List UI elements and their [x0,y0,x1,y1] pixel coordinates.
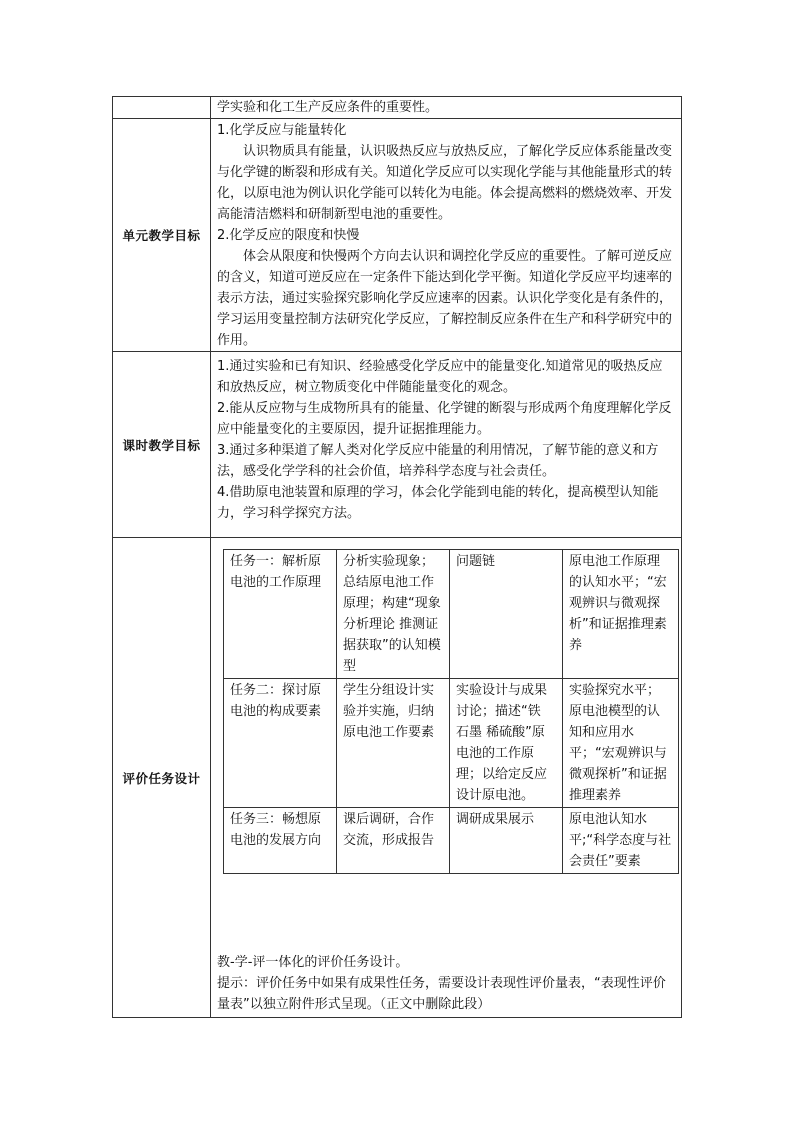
task-row [224,808,679,874]
unit-goal-paragraph-2: 体会从限度和快慢两个方向去认识和调控化学反应的重要性。了解可逆反应的含义，知道可逆反应在一定条件下能达到化学平衡。知道化学反应平均速率的表示方法，通过实验探究影响化学反应速率的因素。认识化学变化是有条件的，学习运用变量控制方法研究化学反应，了解控制反应条件在生产和科学研究中的作用。 [217,249,673,348]
lesson-goal-item: 1.通过实验和已有知识、经验感受化学反应中的能量变化.知道常见的吸热反应和放热反应，树立物质变化中伴随能量变化的观念。 [217,359,663,395]
lesson-goals-row [113,352,682,538]
assessment-notes [217,952,675,1015]
assessment-label: 评价任务设计 [113,538,211,1018]
task-name-cell: 任务一：解析原电池的工作原理 [224,550,337,679]
unit-goals-row [113,119,682,352]
continuation-cell [211,97,682,119]
lesson-goal-item: 4.借助原电池装置和原理的学习，体会化学能到电能的转化，提高模型认知能力，学习科学探究方法。 [217,485,659,521]
unit-goal-heading-1: 1.化学反应与能量转化 [217,123,347,138]
task-name-cell: 任务二：探讨原电池的构成要素 [224,679,337,808]
task-activity-cell: 学生分组设计实验并实施，归纳原电池工作要素 [337,679,450,808]
unit-goal-paragraph-1: 认识物质具有能量，认识吸热反应与放热反应，了解化学反应体系能量改变与化学键的断裂和形成有关。知道化学反应可以实现化学能与其他能量形式的转化，以原电池为例认识化学能可以转化为电能。体会提高燃料的燃烧效率、开发高能清洁燃料和研制新型电池的重要性。 [217,144,673,222]
task-target-cell: 原电池工作原理的认知水平；“宏观辨识与微观探析”和证据推理素养 [563,550,679,679]
assessment-cell [211,538,682,1018]
task-form-cell: 实验设计与成果讨论；描述“铁 石墨 稀硫酸”原电池的工作原理；以给定反应设计原电池。 [450,679,563,808]
assessment-row [113,538,682,1018]
assessment-task-table [223,549,679,874]
task-target-cell: 实验探究水平；原电池模型的认知和应用水平；“宏观辨识与微观探析”和证据推理素养 [563,679,679,808]
unit-goals-cell [211,119,682,352]
task-row [224,550,679,679]
lesson-goals-label: 课时教学目标 [113,352,211,538]
assessment-hint: 提示：评价任务中如果有成果性任务，需要设计表现性评价量表，“表现性评价量表”以独立附件形式呈现。（正文中删除此段） [217,976,666,1012]
continuation-text: 学实验和化工生产反应条件的重要性。 [217,100,439,115]
task-target-cell: 原电池认知水平;“科学态度与社会责任”要素 [563,808,679,874]
task-activity-cell: 分析实验现象；总结原电池工作原理；构建“现象分析理论 推测证据获取”的认知模型 [337,550,450,679]
unit-goals-label: 单元教学目标 [113,119,211,352]
lesson-goal-item: 3.通过多种渠道了解人类对化学反应中能量的利用情况，了解节能的意义和方法，感受化学学科的社会价值，培养科学态度与社会责任。 [217,443,659,479]
task-form-cell: 调研成果展示 [450,808,563,874]
empty-label-cell [113,97,211,119]
lesson-goals-cell [211,352,682,538]
continuation-row [113,97,682,119]
assessment-note: 教-学-评一体化的评价任务设计。 [217,955,409,970]
lesson-plan-table [112,96,682,1018]
task-row [224,679,679,808]
unit-goal-heading-2: 2.化学反应的限度和快慢 [217,228,360,243]
task-name-cell: 任务三：畅想原电池的发展方向 [224,808,337,874]
lesson-goal-item: 2.能从反应物与生成物所具有的能量、化学键的断裂与形成两个角度理解化学反应中能量变化的主要原因，提升证据推理能力。 [217,401,672,437]
task-activity-cell: 课后调研，合作交流，形成报告 [337,808,450,874]
task-form-cell: 问题链 [450,550,563,679]
